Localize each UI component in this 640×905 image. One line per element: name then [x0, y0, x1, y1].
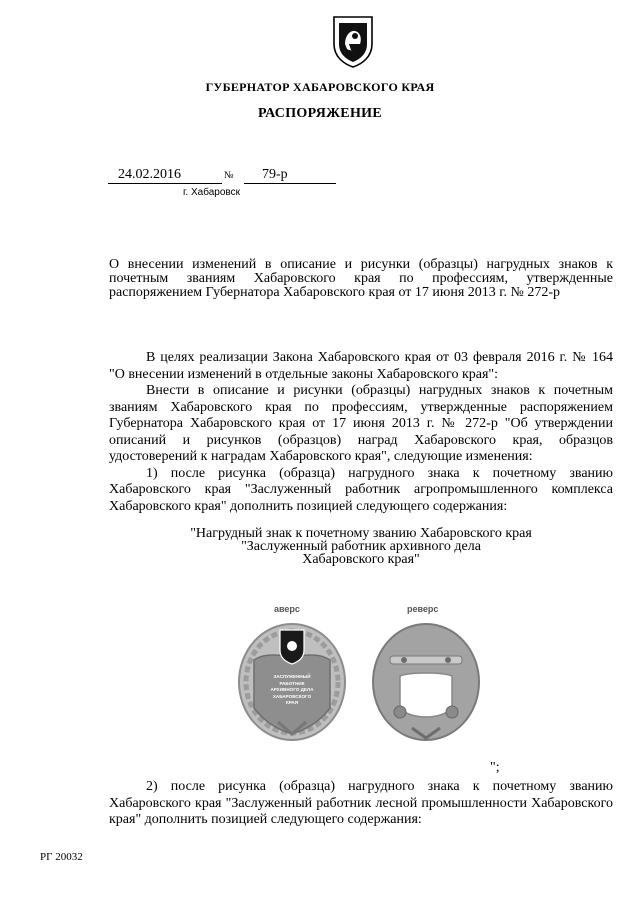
badge-inscription-line: КРАЯ	[285, 700, 299, 706]
paragraph-2: Внести в описание и рисунки (образцы) нагрудных знаков к почетным званиям Хабаровского края по профессиям, утвержденные распоряжением Губернатора Хабаровского края от 17 июня 2013 г. № 272-р "Об утверждении описаний и рисунков (образцов) наград Хабаровского края, образцов удостоверений к наградам Хабаровского края", следующие изменения:	[109, 383, 613, 464]
document-type-heading: РАСПОРЯЖЕНИЕ	[258, 106, 382, 121]
badge-inscription-line: АРХИВНОГО ДЕЛА	[270, 687, 314, 693]
badge-revers-graphic	[370, 616, 482, 746]
badge-inscription-line: РАБОТНИК	[279, 680, 305, 686]
date-number-line	[108, 167, 334, 187]
document-number: 79-р	[244, 167, 336, 184]
badge-title-line2: "Заслуженный работник архивного дела	[241, 539, 481, 554]
revers-label: реверс	[407, 604, 439, 614]
avers-label: аверс	[274, 604, 300, 614]
badge-title-line3: Хабаровского края"	[302, 552, 420, 567]
badge-inscription-line: ЗАСЛУЖЕННЫЙ	[273, 674, 311, 679]
badge-title	[109, 527, 613, 566]
paragraph-1: В целях реализации Закона Хабаровского края от 03 февраля 2016 г. № 164 "О внесении изменений в отдельные законы Хабаровского края":	[109, 350, 613, 382]
badge-inscription	[258, 674, 326, 707]
badge-avers-image	[236, 616, 348, 746]
document-body-part1	[109, 350, 613, 515]
khabarovsk-emblem-icon	[331, 14, 375, 68]
governor-heading: ГУБЕРНАТОР ХАБАРОВСКОГО КРАЯ	[205, 80, 435, 94]
document-body-part2	[109, 779, 613, 829]
badge-revers-image	[370, 616, 482, 746]
document-city: г. Хабаровск	[183, 187, 240, 198]
footer-code: РГ 20032	[40, 851, 83, 863]
number-sign: №	[224, 170, 234, 181]
badge-inscription-line: ХАБАРОВСКОГО	[272, 693, 312, 699]
document-date: 24.02.2016	[108, 167, 222, 184]
badge-title-line1: "Нагрудный знак к почетному званию Хабаровского края	[190, 526, 532, 541]
paragraph-3: 1) после рисунка (образца) нагрудного знака к почетному званию Хабаровского края "Заслуженный работник агропромышленного комплекса Хабаровского края" дополнить позицией следующего содержания:	[109, 465, 613, 514]
closing-quote-mark: ";	[490, 760, 500, 775]
paragraph-4: 2) после рисунка (образца) нагрудного знака к почетному званию Хабаровского края "Заслуженный работник лесной промышленности Хабаровского края" дополнить позицией следующего содержания:	[109, 779, 613, 827]
document-subject: О внесении изменений в описание и рисунки (образцы) нагрудных знаков к почетным званиям Хабаровского края по профессиям, утвержденные распоряжением Губернатора Хабаровского края от 17 июня 2013 г. № 272-р	[109, 257, 613, 300]
